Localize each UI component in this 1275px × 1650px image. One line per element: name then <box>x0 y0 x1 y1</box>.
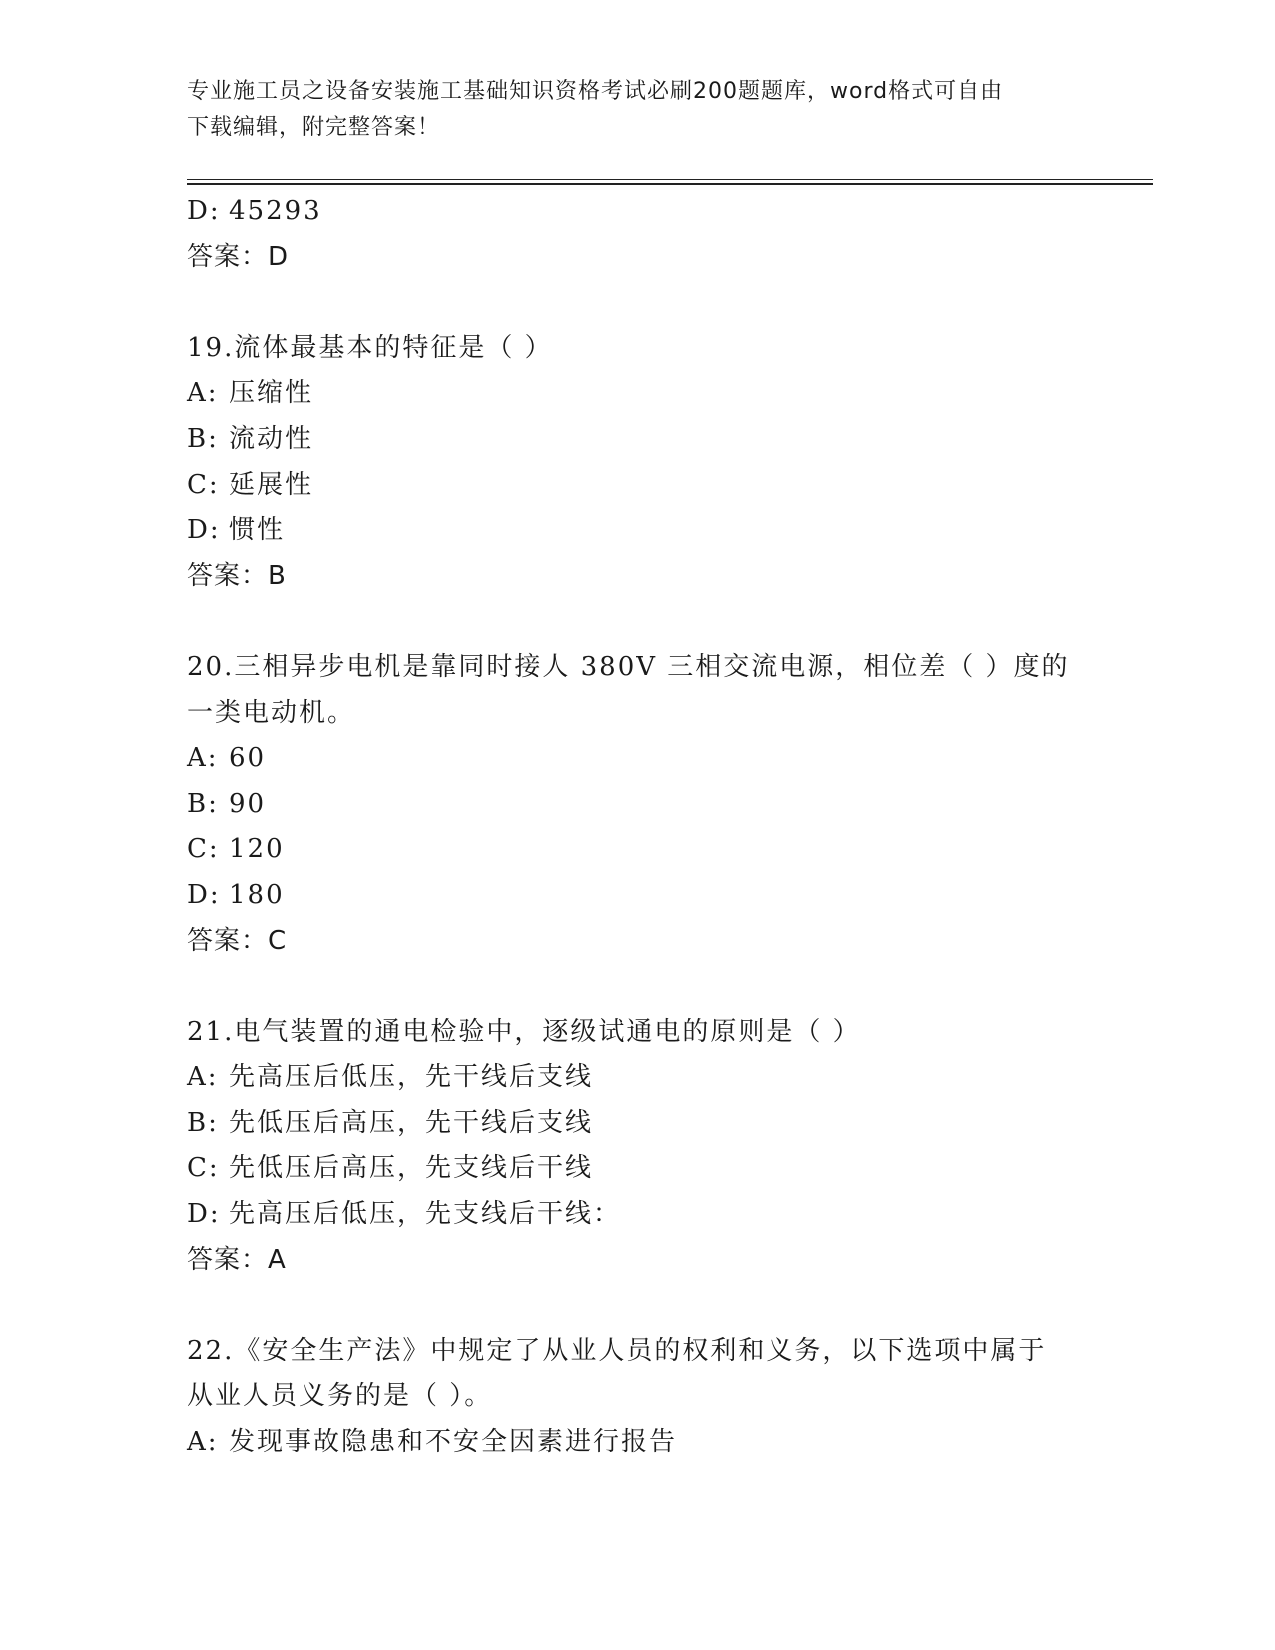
answer-line: 答案：C <box>187 925 288 956</box>
question-22-stem: 22.《安全生产法》中规定了从业人员的权利和义务，以下选项中属于 <box>187 1335 1047 1366</box>
option-label: A: <box>187 743 219 774</box>
question-spacer <box>187 599 1087 645</box>
answer-line: 答案：D <box>187 241 290 272</box>
option-text: 90 <box>229 788 267 819</box>
option-text: 先高压后低压，先支线后干线： <box>229 1199 622 1230</box>
header-divider-thin <box>187 179 1153 180</box>
option-label: A: <box>187 1062 219 1093</box>
option-a <box>187 371 1087 417</box>
option-label: D: <box>187 879 221 910</box>
option-text: 延展性 <box>229 469 314 500</box>
option-a <box>187 1055 1087 1101</box>
header-line-2: 下载编辑，附完整答案！ <box>187 115 441 140</box>
header-line-1: 专业施工员之设备安装施工基础知识资格考试必刷200题题库，word格式可自由 <box>187 79 1004 104</box>
option-text: 先高压后低压，先干线后支线 <box>229 1062 594 1093</box>
option-b <box>187 782 1087 828</box>
question-21-stem: 21.电气装置的通电检验中，逐级试通电的原则是（ ） <box>187 1016 861 1047</box>
option-text: 流动性 <box>229 423 314 454</box>
option-label: D: <box>187 196 221 226</box>
header-divider-thick <box>187 183 1153 185</box>
option-d <box>187 1192 1087 1238</box>
document-header <box>187 74 1077 146</box>
option-a <box>187 736 1087 782</box>
answer-line: 答案：A <box>187 1244 287 1275</box>
option-text: 惯性 <box>229 515 286 546</box>
question-spacer <box>187 1283 1087 1329</box>
option-label: C: <box>187 834 220 865</box>
option-label: B: <box>187 423 219 454</box>
option-c <box>187 463 1087 509</box>
option-text: 压缩性 <box>229 378 314 409</box>
answer-line: 答案：B <box>187 560 287 591</box>
option-label: C: <box>187 469 220 500</box>
option-text: 180 <box>229 879 285 910</box>
option-text: 60 <box>229 743 267 774</box>
question-19-stem: 19.流体最基本的特征是（ ） <box>187 332 553 363</box>
option-b <box>187 1101 1087 1147</box>
question-20-stem: 20.三相异步电机是靠同时接人 380V 三相交流电源，相位差（ ）度的 <box>187 651 1070 682</box>
option-text: 120 <box>229 834 285 865</box>
question-20-stem-cont: 一类电动机。 <box>187 697 356 728</box>
question-spacer <box>187 280 1087 326</box>
option-d <box>187 189 1087 235</box>
option-text: 45293 <box>229 196 322 226</box>
question-list <box>187 189 1087 1466</box>
option-d <box>187 873 1087 919</box>
option-label: B: <box>187 788 219 819</box>
option-label: A: <box>187 1427 219 1458</box>
option-c <box>187 1146 1087 1192</box>
option-label: D: <box>187 515 221 546</box>
option-label: B: <box>187 1107 219 1138</box>
option-text: 发现事故隐患和不安全因素进行报告 <box>229 1427 678 1458</box>
option-c <box>187 827 1087 873</box>
question-spacer <box>187 964 1087 1010</box>
option-label: A: <box>187 378 219 409</box>
option-text: 先低压后高压，先干线后支线 <box>229 1107 594 1138</box>
question-22-stem-cont: 从业人员义务的是（ ）。 <box>187 1381 493 1412</box>
option-b <box>187 417 1087 463</box>
option-d <box>187 508 1087 554</box>
option-a <box>187 1420 1087 1466</box>
option-label: C: <box>187 1153 220 1184</box>
option-label: D: <box>187 1199 221 1230</box>
option-text: 先低压后高压，先支线后干线 <box>229 1153 594 1184</box>
